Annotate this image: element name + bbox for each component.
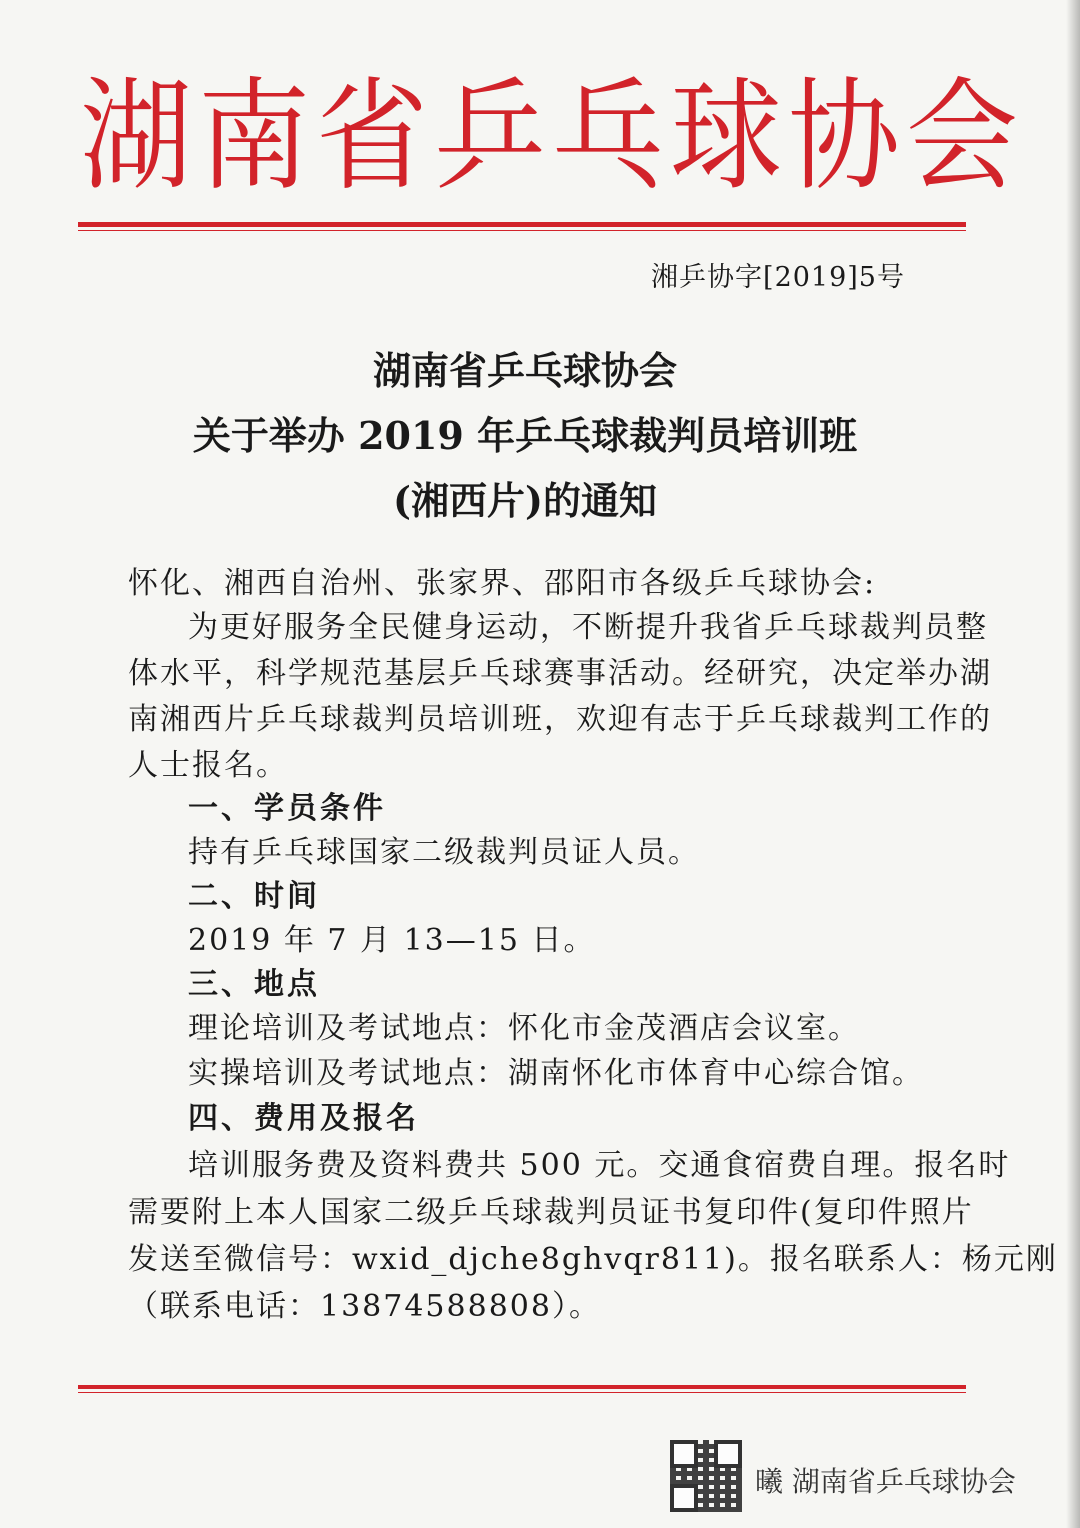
intro-line-4: 人士报名。 [128,748,288,783]
section-2-heading: 二、时间 [188,879,320,914]
section-1-heading: 一、学员条件 [188,791,386,826]
section-4-heading: 四、费用及报名 [188,1101,419,1136]
section-1-text: 持有乒乓球国家二级裁判员证人员。 [188,835,700,870]
title-line-3: (湘西片)的通知 [393,478,657,523]
wechat-watermark: 曦 湖南省乒乓球协会 [755,1465,1016,1498]
footer-red-rule-thin [78,1392,966,1393]
header-red-rule [78,222,966,227]
qr-finder-pattern [714,1440,742,1468]
section-4-text-4: （联系电话：13874588808）。 [128,1289,601,1324]
section-3-text-1: 理论培训及考试地点：怀化市金茂酒店会议室。 [188,1011,860,1046]
qr-finder-pattern [670,1484,698,1512]
section-3-text-2: 实操培训及考试地点：湖南怀化市体育中心综合馆。 [188,1056,924,1091]
section-2-text: 2019 年 7 月 13—15 日。 [188,923,596,958]
qr-finder-pattern [670,1440,698,1468]
title-line-1: 湖南省乒乓球协会 [372,348,677,393]
intro-line-1: 为更好服务全民健身运动，不断提升我省乒乓球裁判员整 [188,610,988,645]
intro-line-3: 南湘西片乒乓球裁判员培训班，欢迎有志于乒乓球裁判工作的 [128,702,992,737]
section-4-text-2: 需要附上本人国家二级乒乓球裁判员证书复印件(复印件照片 [128,1195,974,1230]
section-4-text-3: 发送至微信号：wxid_djche8ghvqr811)。报名联系人：杨元刚 [128,1242,1058,1277]
header-red-rule-thin [78,230,966,231]
footer-red-rule [78,1385,966,1389]
salutation: 怀化、湘西自治州、张家界、邵阳市各级乒乓球协会: [128,566,877,601]
page-edge-shadow [1066,0,1080,1528]
document-number: 湘乒协字[2019]5号 [651,262,905,293]
qr-code-icon [670,1440,742,1512]
section-4-text-1: 培训服务费及资料费共 500 元。交通食宿费自理。报名时 [188,1148,1011,1183]
intro-line-2: 体水平，科学规范基层乒乓球赛事活动。经研究，决定举办湖 [128,656,992,691]
organization-header: 湖南省乒乓球协会 [80,66,1024,208]
section-3-heading: 三、地点 [188,967,320,1002]
title-line-2: 关于举办 2019 年乒乓球裁判员培训班 [192,413,858,458]
